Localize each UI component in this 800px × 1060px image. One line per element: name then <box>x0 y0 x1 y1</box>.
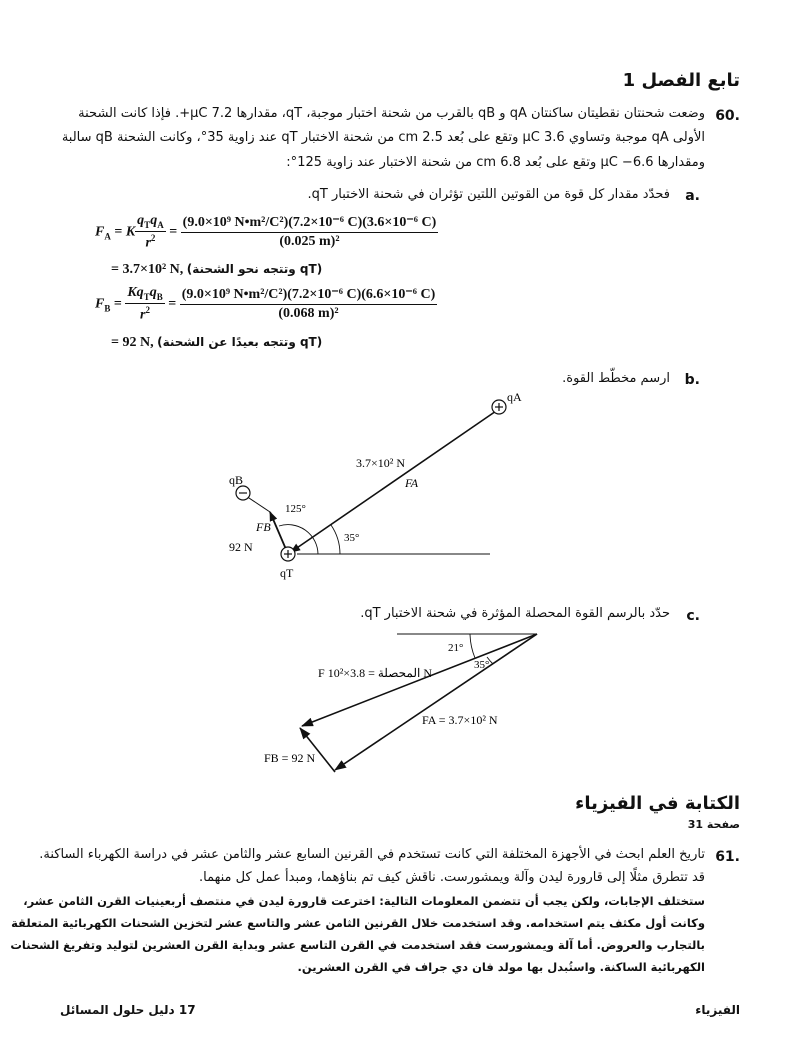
equation-fa-numerator: (9.0×10⁹ N•m²/C²)(7.2×10⁻⁶ C)(3.6×10⁻⁶ C) <box>181 214 439 233</box>
label-angle-35-c: 35° <box>474 659 490 671</box>
footer-right: الفيزياء <box>695 1003 740 1017</box>
part-a-letter: .a <box>685 188 700 204</box>
part-b-text: ارسم مخطّط القوة. <box>562 371 670 386</box>
charge-qt <box>281 547 295 561</box>
problem-61-number: .61 <box>715 849 740 865</box>
equation-fb-result-value: = 92 N, <box>111 335 154 350</box>
line-to-qb <box>246 496 270 512</box>
equation-fa-note: (وتتجه نحو الشحنة qT) <box>186 262 323 276</box>
footer-left: 17 دليل حلول المسائل <box>60 1003 196 1017</box>
angle-arc-21 <box>470 634 475 658</box>
label-qb: qB <box>229 473 244 487</box>
problem-61-answer-line3: بالتجارب والعروض. أما آلة ويمشورست فقد استخدمت في القرن التاسع عشر وبداية القرن العشرين لتوليد وتفريغ الشحنات <box>10 938 705 952</box>
label-fa-value: 3.7×10² N <box>356 456 406 470</box>
label-fa-c: FA = 3.7×10² N <box>422 713 498 727</box>
equation-fa: $F_A = K$ $\frac{q_Tq_A}{r^2}$ = $\frac{\text{(9.0×10⁹ N•m²/C²)(7.2×10⁻⁶ C)(3.6×10⁻⁶ C)}}{\text{(0.025 m)²}}$ <box>95 213 437 251</box>
problem-60-line2: الأولى qA موجبة وتساوي 3.6 µC وتقع على بُعد 2.5 cm من شحنة الاختبار qT عند زاوية 35°، وكانت الشحنة qB سالبة <box>61 130 705 145</box>
label-fb: FB <box>256 520 271 534</box>
label-angle-125: 125° <box>285 503 306 515</box>
part-c-letter: .c <box>686 608 700 624</box>
part-b-letter: .b <box>684 372 700 388</box>
section-page-ref: صفحة 31 <box>687 818 740 831</box>
problem-60-line1: وضعت شحنتان نقطيتان ساكنتان qA و qB بالقرب من شحنة اختبار موجبة، qT، مقدارها 7.2 µC+. فإذا كانت الشحنة <box>78 106 705 121</box>
charge-qa <box>492 400 506 414</box>
label-angle-21: 21° <box>448 642 464 654</box>
problem-61-answer-line2: وكانت أول مكثف يتم استخدامه. وقد استخدمت خلال القرنين الثامن عشر والتاسع عشر لتخزين الشحنات الكهربائية المتعلقة <box>11 916 705 930</box>
equation-fb: $F_B$ = $\frac{Kq_Tq_B}{r^2}$ = $\frac{\text{(9.0×10⁹ N•m²/C²)(7.2×10⁻⁶ C)(6.6×10⁻⁶ C)}}{\text{(0.068 m)²}}$ <box>95 285 436 323</box>
charge-qb <box>236 486 250 500</box>
part-a-text: فحدّد مقدار كل قوة من القوتين اللتين تؤثران في شحنة الاختبار qT. <box>307 187 670 202</box>
equation-fb-note: (وتتجه بعيدًا عن الشحنة qT) <box>157 335 323 349</box>
problem-60-line3: ومقدارها 6.6− µC وتقع على بُعد 6.8 cm من شحنة الاختبار عند زاوية 125°: <box>286 155 705 170</box>
label-qt: qT <box>280 566 294 580</box>
angle-arc-35 <box>331 525 340 554</box>
vector-fb <box>300 728 335 772</box>
problem-61-line2: قد تتطرق مثلًا إلى قارورة ليدن وآلة ويمشورست. ناقش كيف تم بناؤهما، ومبدأ عمل كل منهما. <box>199 870 705 885</box>
problem-61-line1: تاريخ العلم ابحث في الأجهزة المختلفة التي كانت تستخدم في القرنين السابع عشر والثامن عشر في دراسة الكهرباء الساكنة. <box>39 847 705 862</box>
label-angle-35: 35° <box>344 532 360 544</box>
force-arrow-fa <box>291 409 499 552</box>
equation-fb-denominator: (0.068 m)² <box>278 306 339 322</box>
problem-61-answer-line1: ستختلف الإجابات، ولكن يجب أن تتضمن المعلومات التالية: اخترعت قارورة ليدن في منتصف أربعينيات القرن الثامن عشر، <box>23 894 705 908</box>
resultant-force-diagram <box>0 620 800 790</box>
equation-fa-denominator: (0.025 m)² <box>279 234 340 250</box>
label-fa: FA <box>405 476 419 490</box>
problem-61-answer-line4: الكهربائية الساكنة. واستُبدل بها مولد فان دي جراف في القرن العشرين. <box>297 960 705 974</box>
label-fnet: F المحصلة = 3.8×10² N <box>318 666 433 680</box>
section-title: الكتابة في الفيزياء <box>575 793 740 814</box>
label-qa: qA <box>507 390 522 404</box>
problem-60-number: .60 <box>715 108 740 124</box>
label-fb-c: FB = 92 N <box>264 751 316 765</box>
equation-fa-result-value: = 3.7×10² N, <box>111 262 184 277</box>
label-fb-value: 92 N <box>229 540 253 554</box>
chapter-header: تابع الفصل 1 <box>622 70 740 91</box>
equation-fb-numerator: (9.0×10⁹ N•m²/C²)(7.2×10⁻⁶ C)(6.6×10⁻⁶ C) <box>180 286 438 305</box>
part-c-text: حدّد بالرسم القوة المحصلة المؤثرة في شحنة الاختبار qT. <box>360 606 670 621</box>
